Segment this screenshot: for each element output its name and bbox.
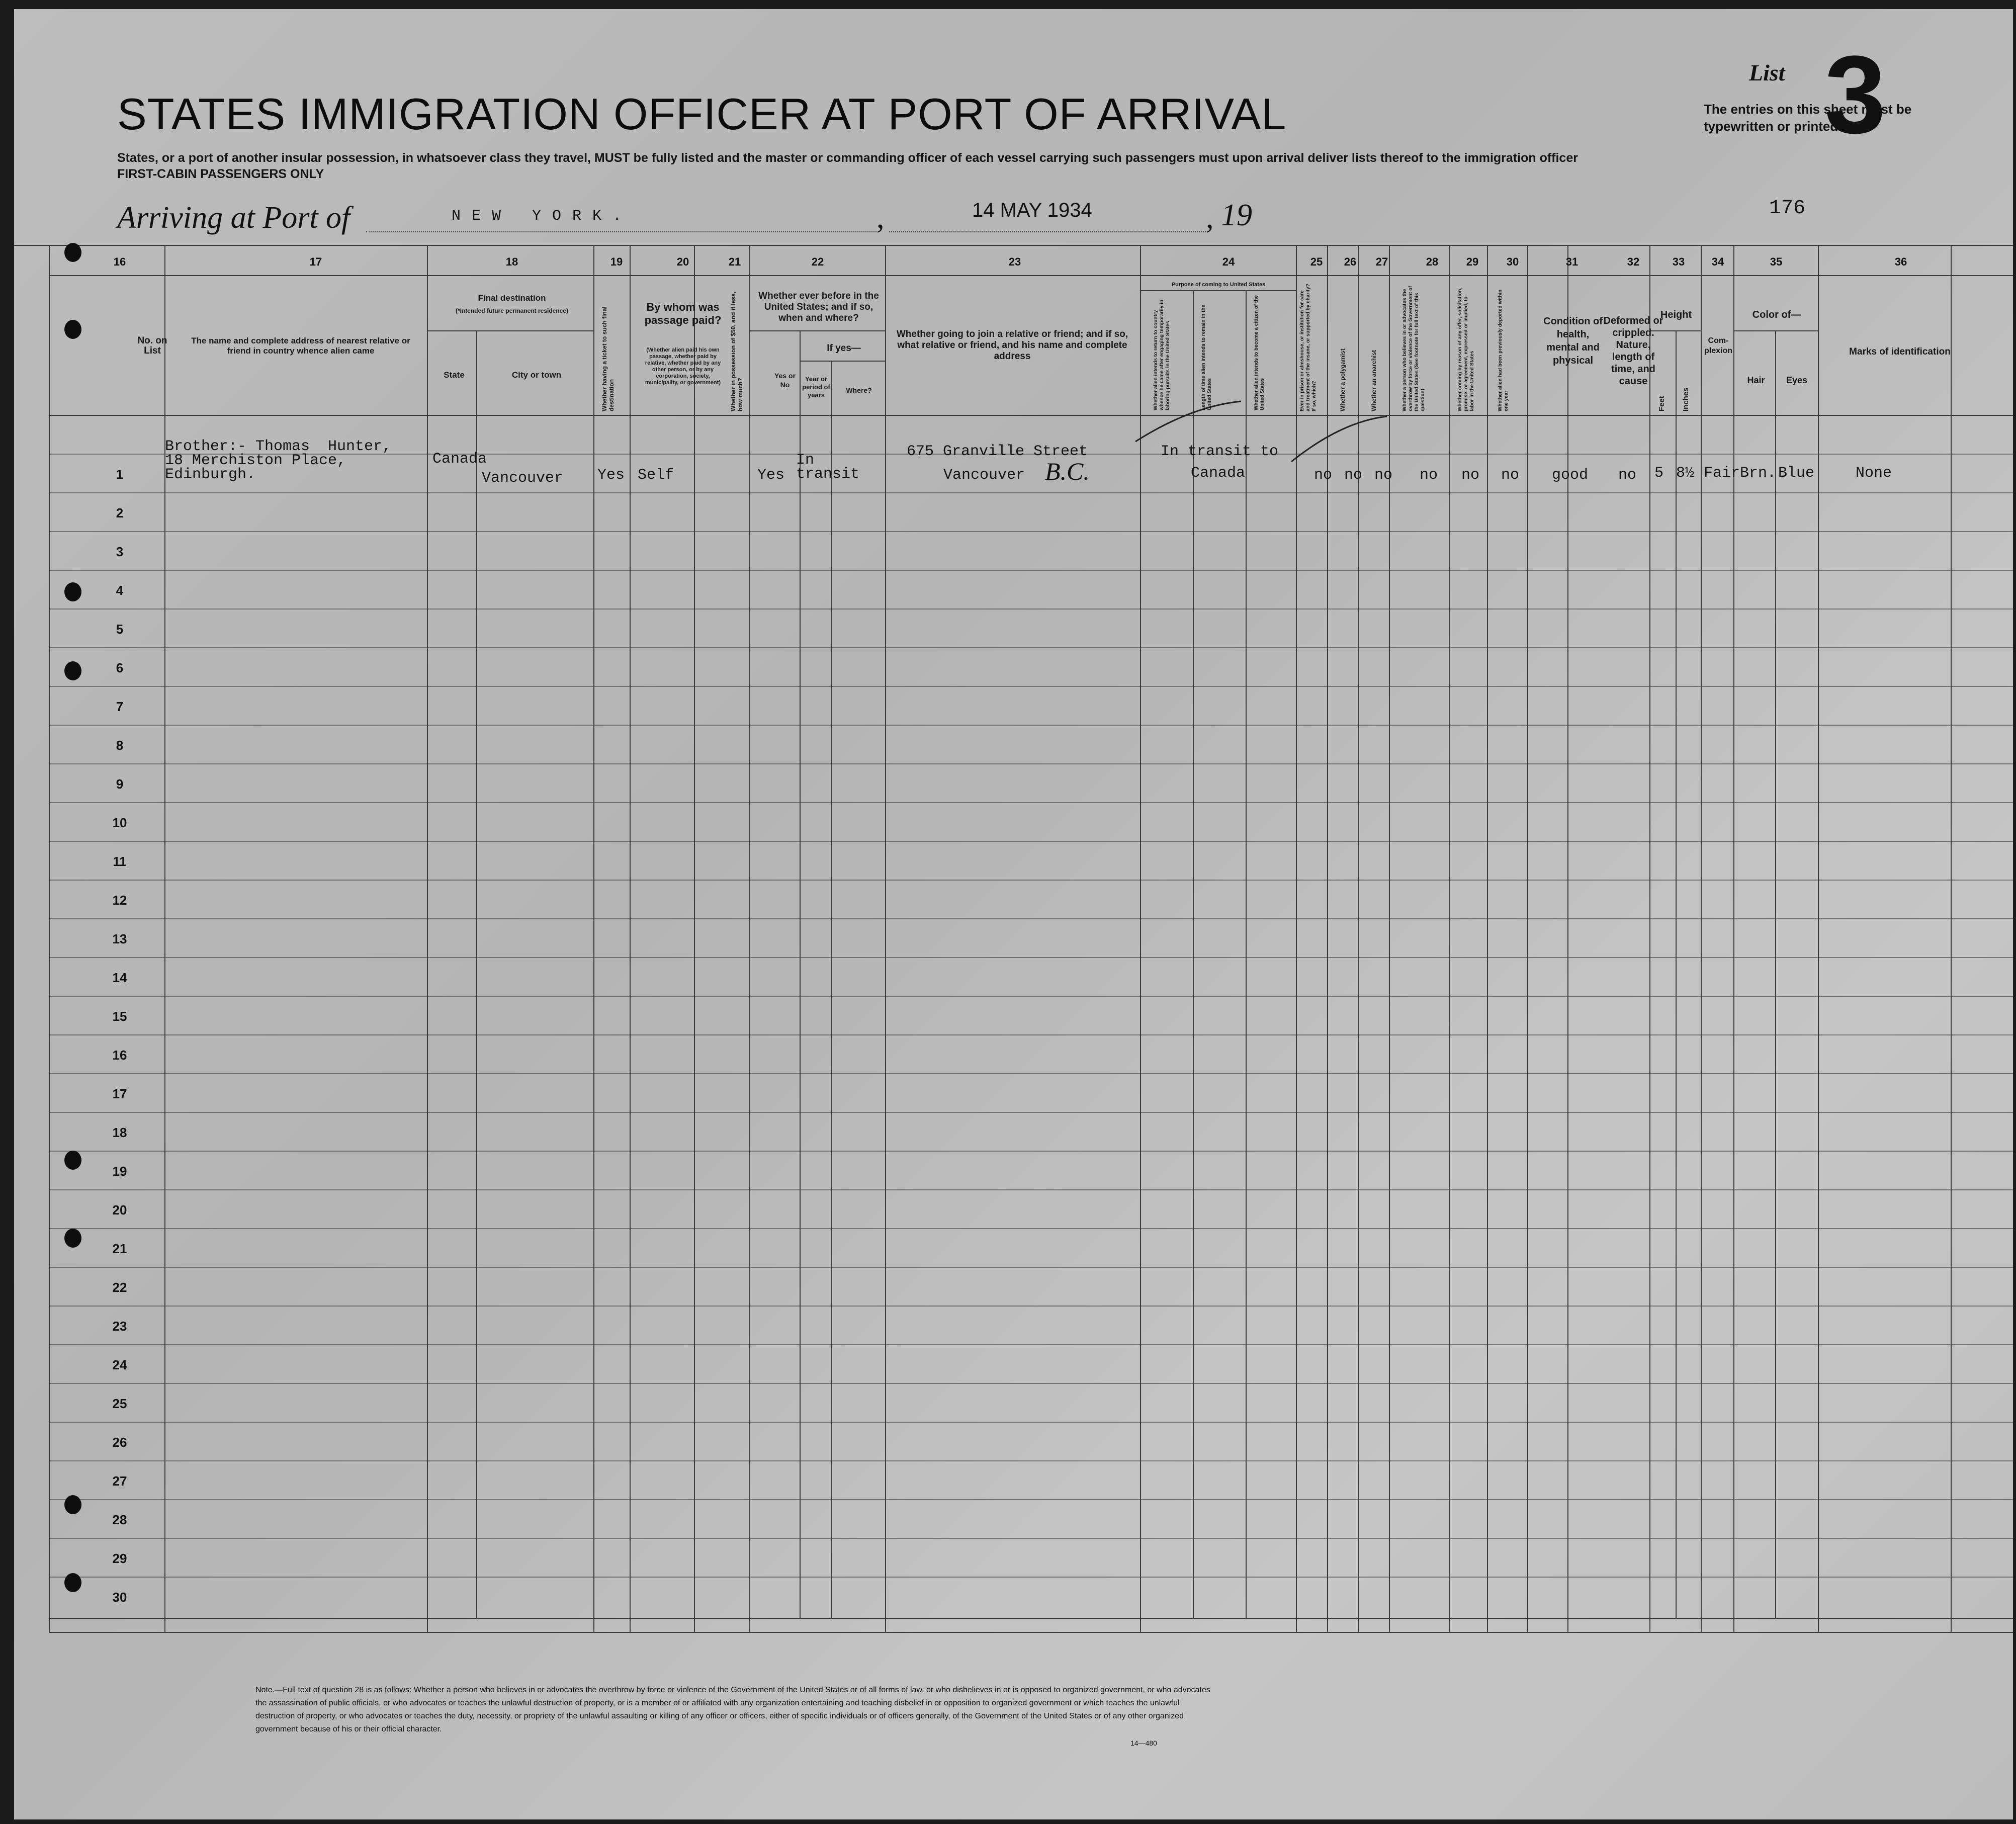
col-29-number: 29 bbox=[1466, 255, 1479, 268]
row-number: 11 bbox=[113, 854, 127, 869]
q26-value: no bbox=[1344, 467, 1363, 484]
header-deported: Whether alien had been previously deported within one year bbox=[1498, 289, 1509, 411]
arriving-label: Arriving at Port of bbox=[117, 201, 350, 235]
binder-hole bbox=[64, 1229, 81, 1248]
marks-value: None bbox=[1856, 465, 1892, 482]
manifest-sheet bbox=[14, 9, 2013, 1819]
binder-hole bbox=[64, 1495, 81, 1514]
complexion-value: Fair bbox=[1704, 465, 1740, 482]
hair-value: Brn. bbox=[1740, 465, 1777, 482]
binder-hole bbox=[64, 582, 81, 601]
manifest-grid bbox=[14, 9, 2013, 1819]
col-34-number: 34 bbox=[1711, 255, 1724, 268]
row-number: 18 bbox=[112, 1125, 127, 1140]
col-19-number: 19 bbox=[610, 255, 623, 268]
row-number: 26 bbox=[112, 1435, 127, 1450]
row-number: 30 bbox=[112, 1590, 127, 1605]
header-year-period: Year or period of years bbox=[802, 375, 830, 399]
join-line-2: Vancouver bbox=[943, 467, 1025, 484]
destination-city: Vancouver bbox=[482, 470, 564, 487]
height-feet: 5 bbox=[1654, 465, 1664, 482]
row-number: 1 bbox=[116, 467, 124, 482]
list-note: The entries on this sheet must be typewritten or printed. bbox=[1704, 102, 1912, 134]
col-22-number: 22 bbox=[811, 255, 824, 268]
fifty-value: Yes bbox=[757, 467, 785, 484]
row-number: 24 bbox=[112, 1357, 127, 1372]
passenger-class: FIRST-CABIN PASSENGERS ONLY bbox=[117, 167, 324, 181]
join-line-1: 675 Granville Street bbox=[907, 443, 1088, 460]
header-purpose-length: Length of time alien intends to remain in the United States bbox=[1201, 304, 1212, 410]
header-where: Where? bbox=[846, 386, 872, 394]
header-no-on-list: No. on List bbox=[137, 335, 167, 356]
passage-value: Self bbox=[638, 467, 674, 484]
relative-line-2: 18 Merchiston Place, bbox=[165, 452, 346, 469]
port-value: NEW YORK. bbox=[452, 208, 633, 225]
date-underline bbox=[889, 231, 1206, 232]
header-purpose-return: Whether alien intends to return to country whence he came after engaging temporarily in laboring pursuits in the United States bbox=[1153, 299, 1171, 410]
col-31-number: 31 bbox=[1565, 255, 1579, 268]
header-city: City or town bbox=[511, 370, 562, 380]
header-state: State bbox=[444, 370, 465, 380]
header-final-destination-note: (*Intended future permanent residence) bbox=[455, 307, 569, 314]
purpose-line-1: In transit to bbox=[1161, 443, 1279, 460]
q30-value: no bbox=[1501, 467, 1520, 484]
row-number: 7 bbox=[116, 699, 124, 714]
header-labor-offer: Whether coming by reason of any offer, solicitation, promise, or agreement, expressed or implied, to labor in the United States bbox=[1457, 287, 1475, 411]
col-25-number: 25 bbox=[1310, 255, 1323, 268]
row-number: 9 bbox=[116, 776, 124, 792]
header-purpose-citizen: Whether alien intends to become a citizen of the United States bbox=[1254, 295, 1265, 410]
col-26-number: 26 bbox=[1344, 255, 1357, 268]
header-deformed: Deformed or crippled. Nature, length of time, and cause bbox=[1603, 315, 1663, 387]
row-number: 2 bbox=[116, 505, 124, 520]
eyes-value: Blue bbox=[1778, 465, 1815, 482]
arrival-date: 14 MAY 1934 bbox=[972, 199, 1092, 221]
instructions-line: States, or a port of another insular possession, in whatsoever class they travel, MUST be fully listed and the master or commanding officer of each vessel carrying such passengers must upon arrival deliver lists thereof to the immigration officer bbox=[117, 151, 1578, 165]
row-number: 8 bbox=[116, 738, 124, 753]
col-24-number: 24 bbox=[1222, 255, 1235, 268]
destination-state: Canada bbox=[432, 451, 487, 468]
col-16-number: 16 bbox=[113, 255, 126, 268]
row-number: 25 bbox=[112, 1396, 127, 1411]
header-eyes: Eyes bbox=[1786, 375, 1808, 385]
binder-hole bbox=[64, 1151, 81, 1170]
header-color-of: Color of— bbox=[1752, 309, 1801, 320]
height-inches: 8½ bbox=[1676, 465, 1695, 482]
binder-hole bbox=[64, 661, 81, 680]
header-join-relative: Whether going to join a relative or friend; and if so, what relative or friend, and his name and complete address bbox=[896, 329, 1128, 362]
sheet-number: 176 bbox=[1769, 197, 1806, 220]
join-handwritten: B.C. bbox=[1045, 457, 1090, 485]
header-inches: Inches bbox=[1682, 387, 1690, 411]
row-number: 13 bbox=[112, 931, 127, 946]
q29-value: no bbox=[1461, 467, 1480, 484]
row-number: 23 bbox=[112, 1319, 127, 1334]
before-line-1: In bbox=[796, 452, 815, 469]
row-number: 6 bbox=[116, 660, 124, 675]
header-fifty-dollars: Whether in possession of $50, and if less, how much? bbox=[730, 291, 744, 411]
row-number: 27 bbox=[112, 1473, 127, 1489]
list-number: 3 bbox=[1824, 33, 1886, 156]
header-prison: Ever in prison or almshouse, or institution for care and treatment of the insane, or supported by charity? If so, which? bbox=[1299, 284, 1317, 411]
footnote: Note.—Full text of question 28 is as follows: Whether a person who believes in or advocates the overthrow by force or violence of the Government of the United States or of all forms of law, or who disbelieves in or is opposed to organized government, or who advocates the assassination of public officials, or who advocates or teaches the unlawful destruction of property, or is a member of or affiliated with any organization entertaining and teaching disbelief in or opposition to organized government or which teaches the unlawful destruction of property, or who advocates or teaches the duty, necessity, or propriety of the unlawful assaulting or killing of any officer or officers, either of specific individuals or of officers generally, of the Government of the United States or of any other organized government because of his or their official character. bbox=[255, 1686, 1210, 1733]
header-nearest-relative: The name and complete address of nearest relative or friend in country whence alien came bbox=[191, 336, 410, 356]
header-anarchist: Whether an anarchist bbox=[1370, 350, 1377, 411]
row-number: 17 bbox=[112, 1086, 127, 1101]
comma: , bbox=[1206, 201, 1214, 235]
q27-value: no bbox=[1374, 467, 1393, 484]
row-number: 5 bbox=[116, 622, 124, 637]
year-prefix: 19 bbox=[1221, 198, 1252, 232]
form-number: 14—480 bbox=[1130, 1739, 1157, 1747]
page-title: STATES IMMIGRATION OFFICER AT PORT OF ARRIVAL bbox=[117, 89, 1287, 139]
header-purpose: Purpose of coming to United States bbox=[1171, 282, 1266, 288]
header-if-yes: If yes— bbox=[827, 343, 861, 354]
col-30-number: 30 bbox=[1506, 255, 1519, 268]
col-35-number: 35 bbox=[1770, 255, 1783, 268]
header-ticket: Whether having a ticket to such final destination bbox=[601, 306, 615, 411]
col-27-number: 27 bbox=[1375, 255, 1388, 268]
col-33-number: 33 bbox=[1672, 255, 1685, 268]
port-underline bbox=[366, 231, 876, 232]
header-marks: Marks of identification bbox=[1849, 346, 1951, 357]
row-number: 14 bbox=[112, 970, 127, 985]
row-number: 21 bbox=[112, 1241, 127, 1256]
col-36-number: 36 bbox=[1894, 255, 1907, 268]
list-label: List bbox=[1749, 60, 1785, 85]
col-20-number: 20 bbox=[676, 255, 689, 268]
row-number: 4 bbox=[116, 583, 124, 598]
header-hair: Hair bbox=[1747, 375, 1765, 385]
row-number: 10 bbox=[112, 815, 127, 830]
row-number: 3 bbox=[116, 544, 124, 559]
col-32-number: 32 bbox=[1627, 255, 1640, 268]
header-final-destination: Final destination bbox=[478, 293, 546, 303]
relative-line-3: Edinburgh. bbox=[165, 466, 256, 483]
row-number: 29 bbox=[112, 1551, 127, 1566]
row-number: 12 bbox=[112, 893, 127, 908]
header-passage-paid-note: (Whether alien paid his own passage, whether paid by relative, whether paid by any other person, or by any corporation, society, municipality, or government) bbox=[645, 347, 721, 386]
ticket-value: Yes bbox=[597, 467, 625, 484]
header-yes-or-no: Yes or No bbox=[774, 372, 796, 389]
row-number: 15 bbox=[112, 1009, 127, 1024]
header-feet: Feet bbox=[1657, 396, 1666, 411]
row-number: 28 bbox=[112, 1512, 127, 1527]
row-number: 19 bbox=[112, 1164, 127, 1179]
header-polygamist: Whether a polygamist bbox=[1339, 349, 1346, 411]
q28-value: no bbox=[1420, 467, 1438, 484]
header-overthrow: Whether a person who believes in or advocates the overthrow by force or violence of the Government of the United States (See footnote for full text of this question) bbox=[1402, 286, 1426, 411]
relative-line-1: Brother:- Thomas Hunter, bbox=[165, 438, 392, 455]
col-21-number: 21 bbox=[728, 255, 741, 268]
health-value: good bbox=[1552, 467, 1589, 484]
row-number: 20 bbox=[112, 1202, 127, 1218]
before-line-2: transit bbox=[796, 466, 860, 483]
header-health: Condition of health, mental and physical bbox=[1543, 316, 1603, 366]
col-23-number: 23 bbox=[1008, 255, 1021, 268]
comma: , bbox=[876, 201, 885, 235]
col-17-number: 17 bbox=[309, 255, 322, 268]
row-number: 16 bbox=[112, 1048, 127, 1063]
deformed-value: no bbox=[1618, 467, 1637, 484]
purpose-line-2: Canada bbox=[1191, 465, 1246, 482]
binder-hole bbox=[64, 1573, 81, 1592]
header-ever-before: Whether ever before in the United States; and if so, when and where? bbox=[758, 291, 879, 323]
row-number: 22 bbox=[112, 1280, 127, 1295]
header-passage-paid: By whom was passage paid? bbox=[644, 301, 722, 326]
header-complexion: Com-plexion bbox=[1704, 336, 1732, 355]
binder-hole bbox=[64, 243, 81, 262]
q25-value: no bbox=[1314, 467, 1333, 484]
header-height: Height bbox=[1660, 309, 1692, 320]
col-28-number: 28 bbox=[1426, 255, 1439, 268]
binder-hole bbox=[64, 320, 81, 339]
col-18-number: 18 bbox=[505, 255, 518, 268]
